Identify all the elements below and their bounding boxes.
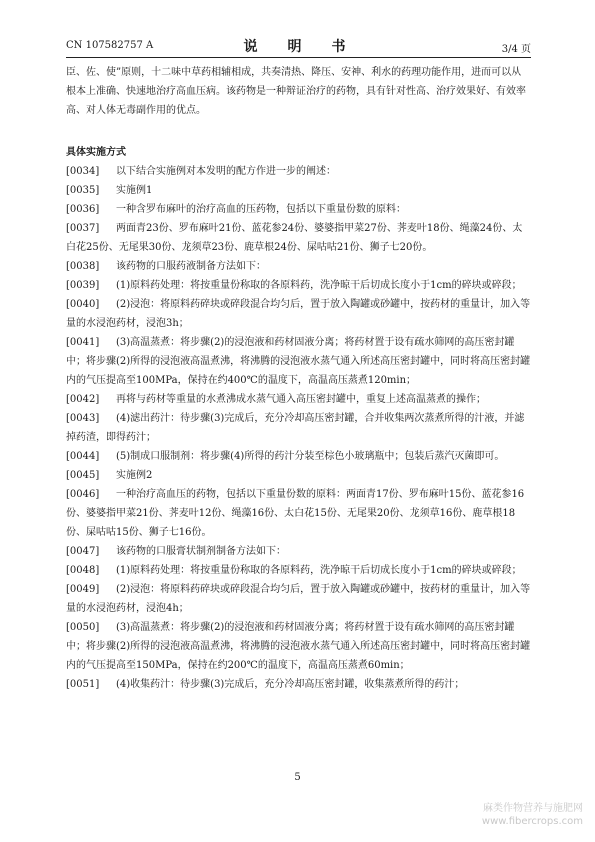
numbered-paragraph [66,580,531,618]
paragraph-number: [0050] [66,622,100,633]
numbered-paragraph [66,333,531,390]
paragraph-number: [0039] [66,280,100,291]
numbered-paragraph [66,390,531,409]
paragraph-text: 实施例1 [116,185,153,196]
paragraph-number: [0042] [66,394,100,405]
intro-paragraph: 臣、佐、使”原则，十二味中草药相辅相成，共奏清热、降压、安神、利水的药理功能作用，进而可以从根本上准确、快速地治疗高血压病。该药物是一种辩证治疗的药物，具有针对性高、治疗效果好、有效率高、对人体无毒副作用的优点。 [66,67,526,116]
page-title: 说 明 书 [243,39,354,55]
paragraph-text: 再将与药材等重量的水煮沸成水蒸气通入高压密封罐中，重复上述高温蒸煮的操作； [116,394,486,405]
watermark-site-name: 麻类作物营养与施肥网 [483,803,583,814]
watermark [482,802,583,828]
paragraph-text: (3)高温蒸煮：将步骤(2)的浸泡液和药材固液分离；将药材置于设有疏水筛网的高压密封罐中；将步骤(2)所得的浸泡液高温煮沸，将沸腾的浸泡液水蒸气通入所述高压密封罐中，同时将高压密封罐内的气压提高至150MPa，保持在约200℃的温度下，高温高压蒸煮60min； [66,622,531,671]
paragraph-text: (4)滤出药汁：待步骤(3)完成后，充分冷却高压密封罐，合并收集两次蒸煮所得的汁液，并滤掉药渣，即得药汁； [66,413,525,443]
numbered-paragraph [66,409,531,447]
paragraph-text: (2)浸泡：将原料药碎块或碎段混合均匀后，置于放入陶罐或砂罐中，按药材的重量计，加入等量的水浸泡药材，浸泡3h； [66,299,531,329]
paragraph-text: (4)收集药汁：待步骤(3)完成后，充分冷却高压密封罐，收集蒸煮所得的药汁； [116,679,465,690]
paragraph-text: (1)原料药处理：将按重量份称取的各原料药，洗净晾干后切成长度小于1cm的碎块或碎段； [116,280,522,291]
paragraph-text: 一种治疗高血压的药物，包括以下重量份数的原料：两面青17份、罗布麻叶15份、蓝花参16份、婆婆指甲菜21份、荠麦叶12份、绳藻16份、太白花15份、无尾果20份、龙须草16份、鹿草根18份、屎咕咕15份、狮子七16份。 [66,489,525,538]
numbered-paragraph [66,162,531,181]
numbered-paragraph [66,219,531,257]
paragraph-text: 两面青23份、罗布麻叶21份、蓝花参24份、婆婆指甲菜27份、荠麦叶18份、绳藻24份、太白花25份、无尾果30份、龙须草23份、鹿草根24份、屎咕咕21份、狮子七20份。 [66,223,523,253]
numbered-paragraph [66,675,531,694]
document-number: CN 107582757 A [66,40,154,51]
numbered-paragraph [66,466,531,485]
section-heading: 具体实施方式 [66,147,126,158]
paragraph-number: [0035] [66,185,100,196]
numbered-paragraph [66,200,531,219]
paragraph-number: [0043] [66,413,100,424]
paragraph-number: [0034] [66,166,100,177]
numbered-paragraph [66,181,531,200]
document-body [66,63,531,694]
paragraph-text: 以下结合实施例对本发明的配方作进一步的阐述： [116,166,336,177]
paragraph-list [66,162,531,694]
paragraph-number: [0041] [66,337,100,348]
paragraph-text: (3)高温蒸煮：将步骤(2)的浸泡液和药材固液分离；将药材置于设有疏水筛网的高压密封罐中；将步骤(2)所得的浸泡液高温煮沸，将沸腾的浸泡液水蒸气通入所述高压密封罐中，同时将高压密封罐内的气压提高至100MPa，保持在约400℃的温度下，高温高压蒸煮120min； [66,337,531,386]
paragraph-text: 该药物的口服药液制备方法如下： [116,261,266,272]
header-divider [66,57,531,58]
paragraph-text: (2)浸泡：将原料药碎块或碎段混合均匀后，置于放入陶罐或砂罐中，按药材的重量计，加入等量的水浸泡药材，浸泡4h； [66,584,531,614]
numbered-paragraph [66,295,531,333]
numbered-paragraph [66,257,531,276]
numbered-paragraph [66,618,531,675]
paragraph-number: [0047] [66,546,100,557]
paragraph-number: [0040] [66,299,100,310]
paragraph-text: 一种含罗布麻叶的治疗高血的压药物，包括以下重量份数的原料： [116,204,406,215]
numbered-paragraph [66,561,531,580]
paragraph-text: (1)原料药处理：将按重量份称取的各原料药，洗净晾干后切成长度小于1cm的碎块或碎段； [116,565,522,576]
page-indicator: 3/4 页 [501,44,531,55]
paragraph-number: [0036] [66,204,100,215]
paragraph-text: 实施例2 [116,470,153,481]
paragraph-text: (5)制成口服制剂：将步骤(4)所得的药汁分装至棕色小玻璃瓶中；包装后蒸汽灭菌即可。 [116,451,505,462]
paragraph-number: [0045] [66,470,100,481]
numbered-paragraph [66,542,531,561]
paragraph-number: [0051] [66,679,100,690]
paragraph-text: 该药物的口服膏状制剂制备方法如下： [116,546,286,557]
paragraph-number: [0038] [66,261,100,272]
page-number: 5 [294,772,301,783]
page-header [66,37,531,55]
watermark-url: www.fibercrops.com [481,816,583,827]
paragraph-number: [0046] [66,489,100,500]
paragraph-number: [0037] [66,223,100,234]
paragraph-number: [0048] [66,565,100,576]
numbered-paragraph [66,485,531,542]
paragraph-number: [0044] [66,451,100,462]
numbered-paragraph [66,276,531,295]
paragraph-number: [0049] [66,584,100,595]
numbered-paragraph [66,447,531,466]
